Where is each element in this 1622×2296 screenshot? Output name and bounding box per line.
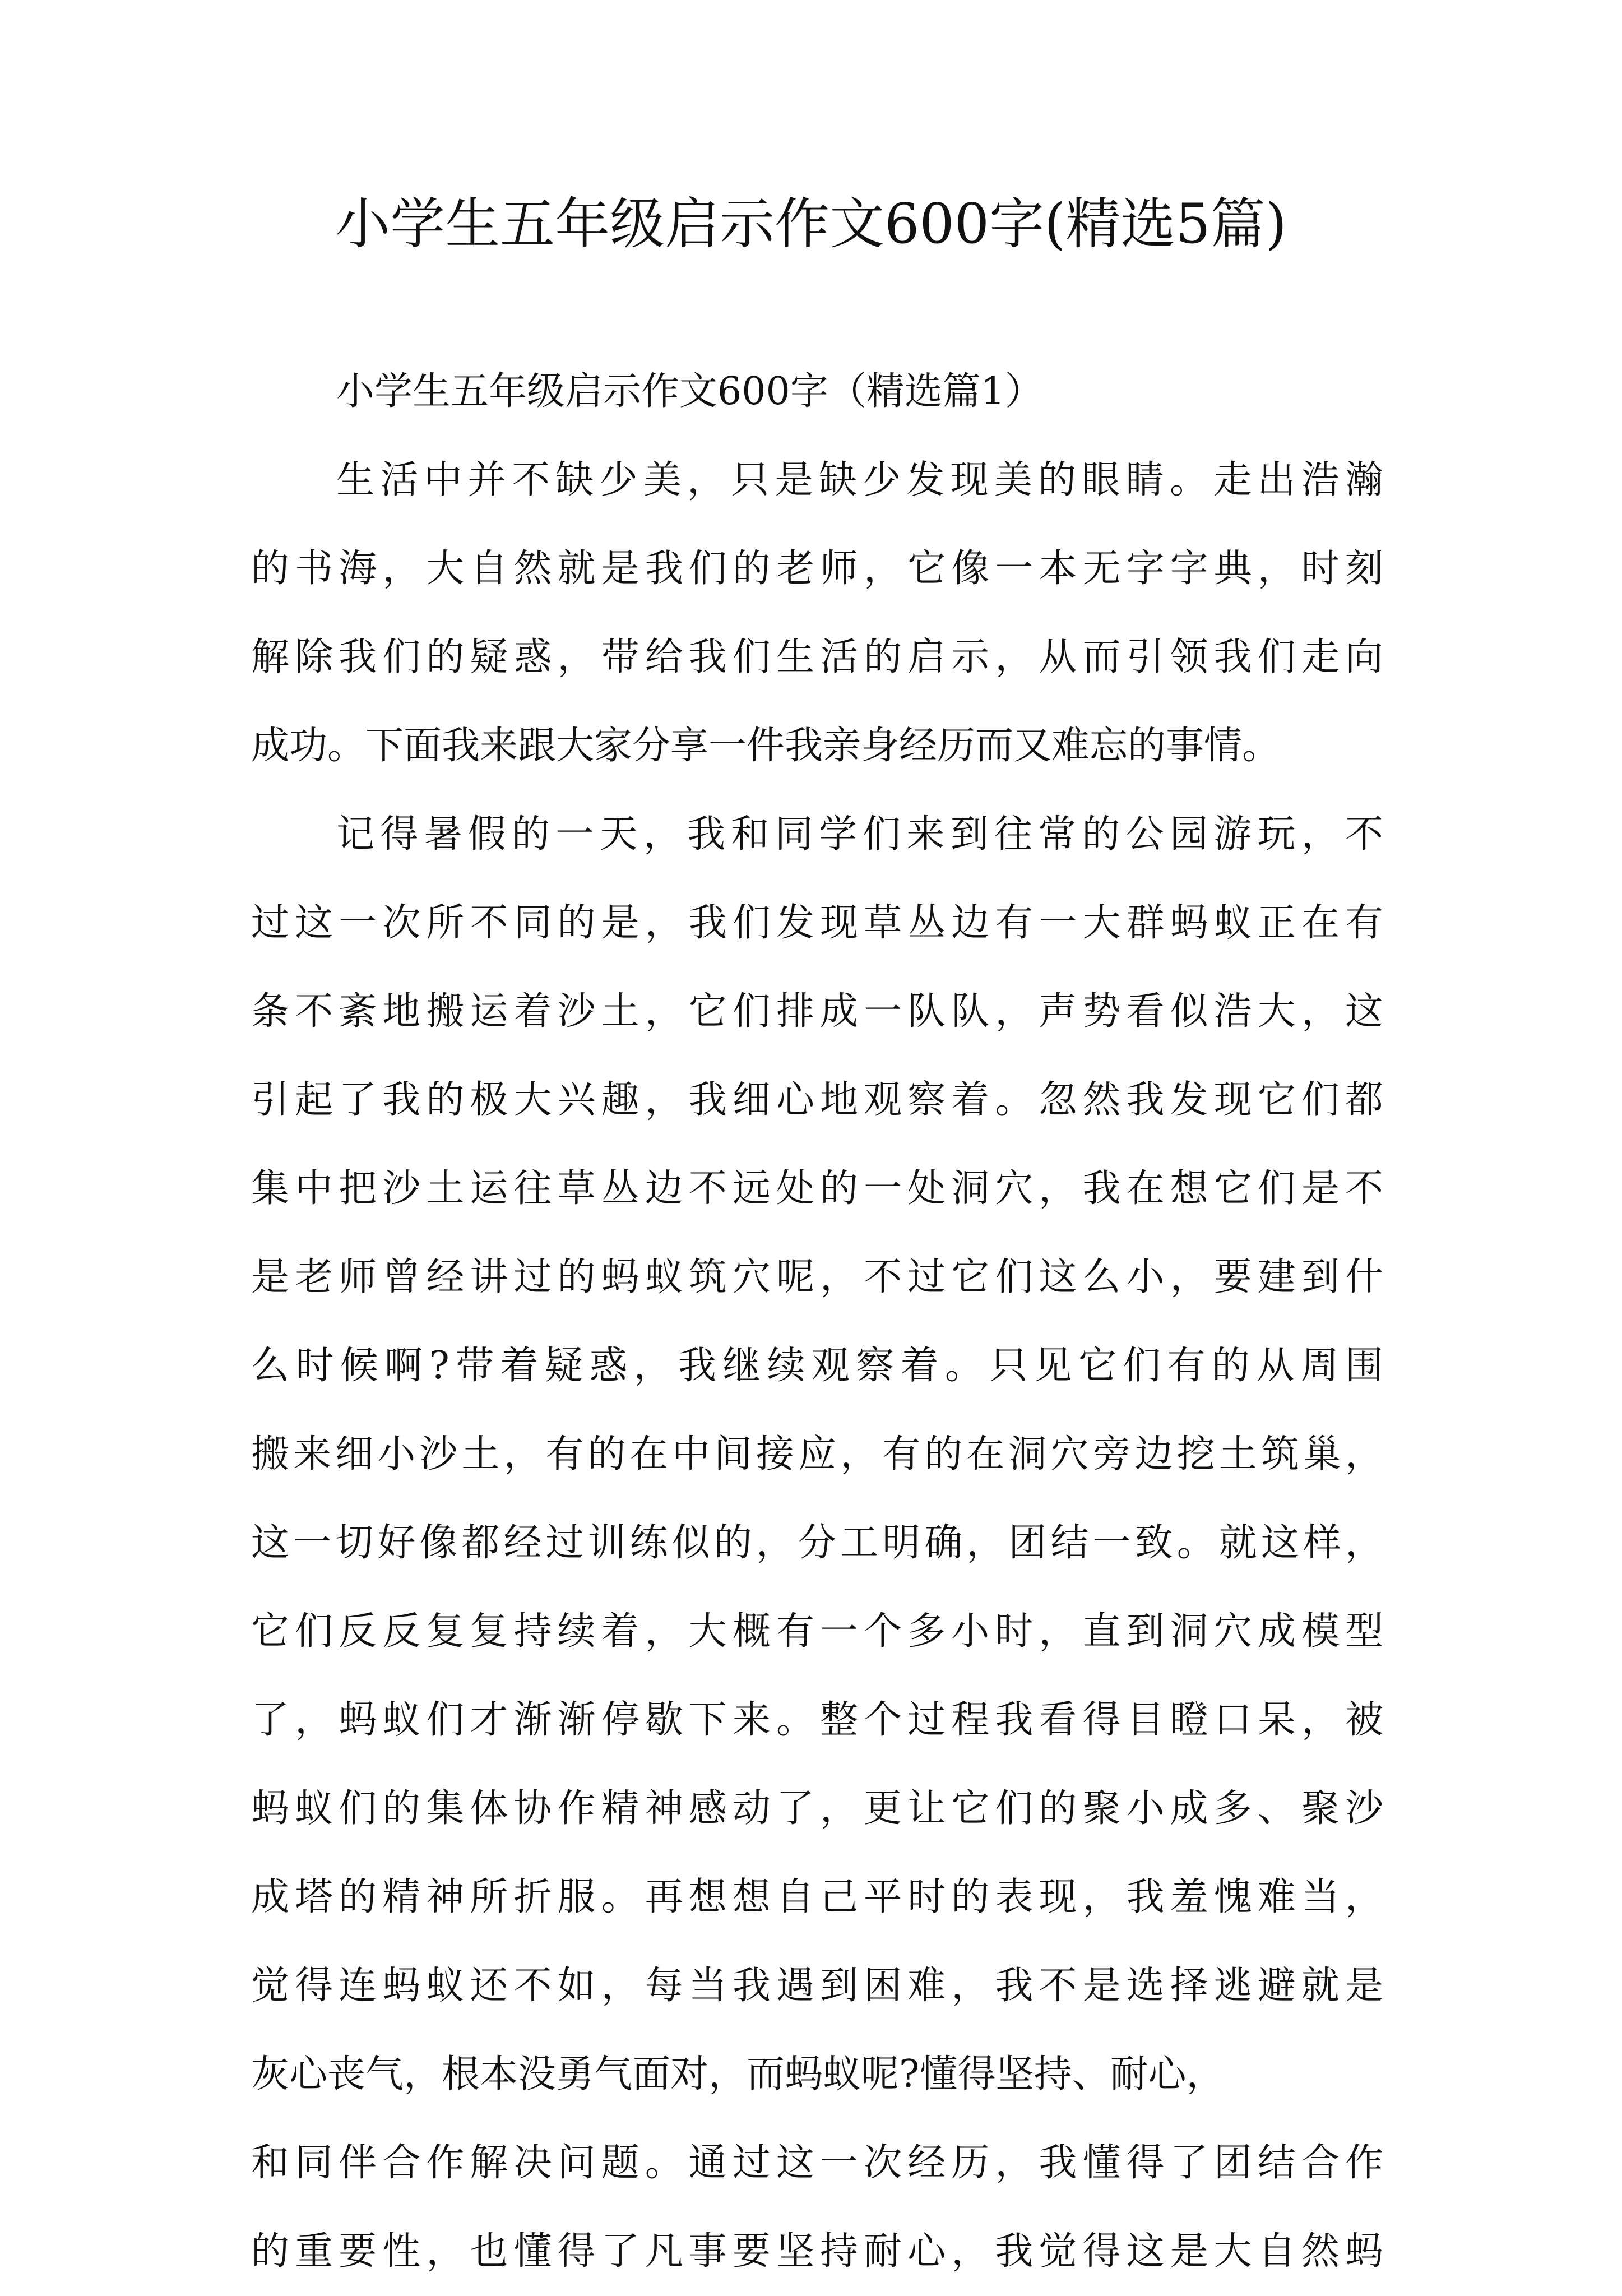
paragraph-line: 了，蚂蚁们才渐渐停歇下来。整个过程我看得目瞪口呆，被	[251, 1698, 1383, 1742]
paragraph-line: 搬来细小沙土，有的在中间接应，有的在洞穴旁边挖土筑巢，	[251, 1432, 1383, 1476]
paragraph-line: 集中把沙土运往草丛边不远处的一处洞穴，我在想它们是不	[251, 1166, 1383, 1211]
paragraph-line: 成功。下面我来跟大家分享一件我亲身经历而又难忘的事情。	[251, 724, 1281, 768]
paragraph-line: 它们反反复复持续着，大概有一个多小时，直到洞穴成模型	[251, 1609, 1383, 1654]
paragraph-line: 是老师曾经讲过的蚂蚁筑穴呢，不过它们这么小，要建到什	[251, 1255, 1383, 1299]
document-title: 小学生五年级启示作文600字(精选5篇)	[335, 192, 1287, 256]
paragraph-line: 和同伴合作解决问题。通过这一次经历，我懂得了团结合作	[251, 2141, 1383, 2185]
paragraph-line: 么时候啊?带着疑惑，我继续观察着。只见它们有的从周围	[251, 1344, 1383, 1388]
paragraph-line: 灰心丧气，根本没勇气面对，而蚂蚁呢?懂得坚持、耐心，	[251, 2052, 1225, 2096]
paragraph-line: 生活中并不缺少美，只是缺少发现美的眼睛。走出浩瀚	[336, 458, 1383, 502]
paragraph-line: 的书海，大自然就是我们的老师，它像一本无字字典，时刻	[251, 547, 1383, 591]
paragraph-line: 的重要性，也懂得了凡事要坚持耐心，我觉得这是大自然蚂	[251, 2229, 1383, 2274]
article-heading: 小学生五年级启示作文600字（精选篇1）	[336, 369, 1044, 414]
paragraph-line: 记得暑假的一天，我和同学们来到往常的公园游玩，不	[336, 812, 1383, 857]
paragraph-line: 蚂蚁们的集体协作精神感动了，更让它们的聚小成多、聚沙	[251, 1786, 1383, 1831]
article-body	[251, 348, 1383, 2296]
paragraph-line: 成塔的精神所折服。再想想自己平时的表现，我羞愧难当，	[251, 1875, 1383, 1919]
paragraph-line: 解除我们的疑惑，带给我们生活的启示，从而引领我们走向	[251, 635, 1383, 679]
paragraph-line: 觉得连蚂蚁还不如，每当我遇到困难，我不是选择逃避就是	[251, 1964, 1383, 2008]
paragraph-line: 过这一次所不同的是，我们发现草丛边有一大群蚂蚁正在有	[251, 901, 1383, 945]
paragraph-line: 这一切好像都经过训练似的，分工明确，团结一致。就这样，	[251, 1521, 1383, 1565]
paragraph-line: 条不紊地搬运着沙土，它们排成一队队，声势看似浩大，这	[251, 989, 1383, 1034]
paragraph-line: 引起了我的极大兴趣，我细心地观察着。忽然我发现它们都	[251, 1078, 1383, 1122]
